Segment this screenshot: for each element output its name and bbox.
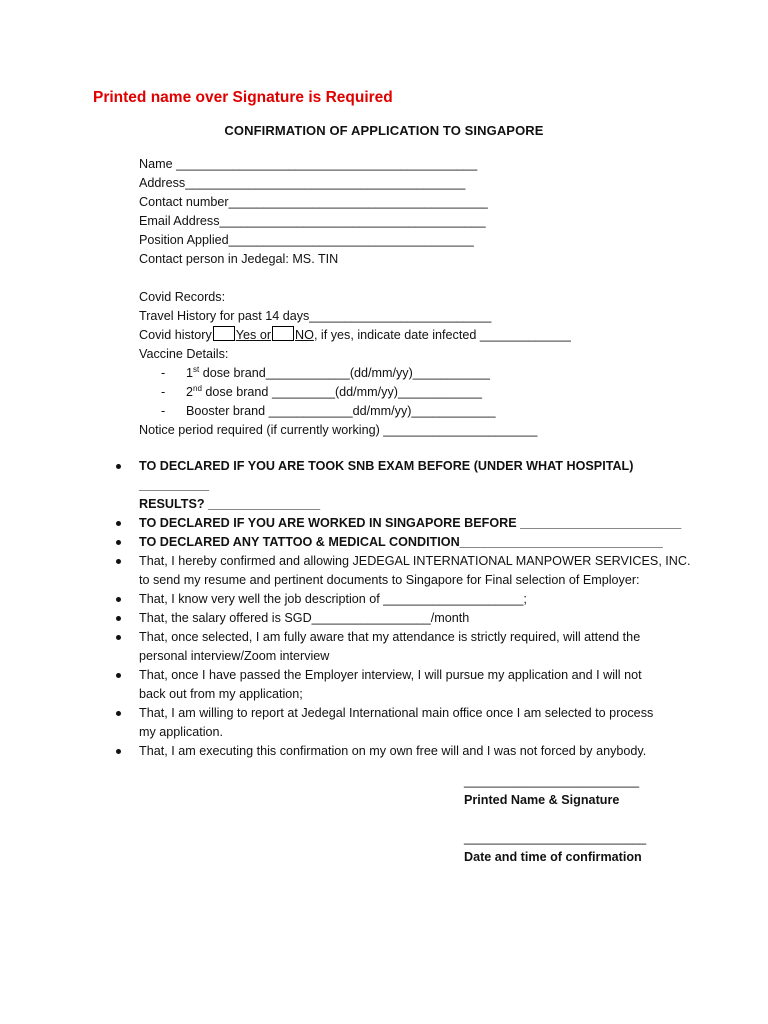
list-dash: - [161,404,166,418]
bullet-icon [116,559,121,564]
no-label: NO [295,328,314,342]
list-item: That, the salary offered is SGD_________________/month [114,609,694,628]
signature-block [464,772,639,810]
list-item: TO DECLARED IF YOU ARE WORKED IN SINGAPORE BEFORE _______________________ [114,514,694,533]
date-time-block [464,829,646,867]
declarations-list [114,457,694,761]
applicant-form [139,155,571,440]
list-item: TO DECLARED ANY TATTOO & MEDICAL CONDITION_____________________________ [114,533,694,552]
date-time-label: Date and time of confirmation [464,850,642,864]
list-item: That, I am executing this confirmation on my own free will and I was not forced by anybody. [114,742,694,761]
list-item: TO DECLARED IF YOU ARE TOOK SNB EXAM BEFORE (UNDER WHAT HOSPITAL) __________ RESULTS? ________________ [114,457,694,514]
bullet-icon [116,597,121,602]
list-item: That, I am willing to report at Jedegal International main office once I am selected to process my application. [114,704,694,742]
contact-number-field[interactable]: Contact number_____________________________________ [139,195,488,209]
list-item: That, once selected, I am fully aware that my attendance is strictly required, will attend the personal interview/Zoom interview [114,628,694,666]
signature-label: Printed Name & Signature [464,793,620,807]
signature-line[interactable]: _________________________ [464,774,640,788]
list-item: That, once I have passed the Employer interview, I will pursue my application and I will not back out from my application; [114,666,694,704]
bullet-icon [116,540,121,545]
bullet-icon [116,673,121,678]
travel-history-field[interactable]: Travel History for past 14 days__________________________ [139,309,492,323]
address-field[interactable]: Address________________________________________ [139,176,466,190]
list-dash: - [161,366,166,380]
no-checkbox[interactable] [272,326,294,341]
email-field[interactable]: Email Address______________________________________ [139,214,486,228]
second-dose-field[interactable]: - 2nd dose brand _________(dd/mm/yy)____________ [161,383,571,402]
bullet-icon [116,521,121,526]
date-infected-field[interactable]: , if yes, indicate date infected _____________ [313,328,571,342]
list-dash: - [161,385,166,399]
vaccine-details-heading: Vaccine Details: [139,347,229,361]
yes-or-label: Yes or [235,328,272,342]
yes-checkbox[interactable] [213,326,235,341]
covid-history-label: Covid history [139,328,212,342]
name-field[interactable]: Name ___________________________________________ [139,157,478,171]
bullet-icon [116,616,121,621]
contact-person-text: Contact person in Jedegal: MS. TIN [139,252,339,266]
document-title: CONFIRMATION OF APPLICATION TO SINGAPORE [224,123,544,138]
bullet-icon [116,635,121,640]
bullet-icon [116,711,121,716]
list-item: That, I know very well the job description of ____________________; [114,590,694,609]
first-dose-field[interactable]: - 1st dose brand____________(dd/mm/yy)___________ [161,364,571,383]
position-field[interactable]: Position Applied___________________________________ [139,233,474,247]
bullet-icon [116,749,121,754]
notice-period-field[interactable]: Notice period required (if currently working) ______________________ [139,423,538,437]
covid-history-row [139,326,571,345]
list-item: That, I hereby confirmed and allowing JEDEGAL INTERNATIONAL MANPOWER SERVICES, INC. to send my resume and pertinent documents to Singapore for Final selection of Employer: [114,552,694,590]
covid-records-heading: Covid Records: [139,290,226,304]
bullet-icon [116,464,121,469]
booster-field[interactable]: - Booster brand ____________dd/mm/yy)____________ [161,402,571,421]
signature-required-notice: Printed name over Signature is Required [93,89,393,106]
date-time-line[interactable]: __________________________ [464,831,647,845]
